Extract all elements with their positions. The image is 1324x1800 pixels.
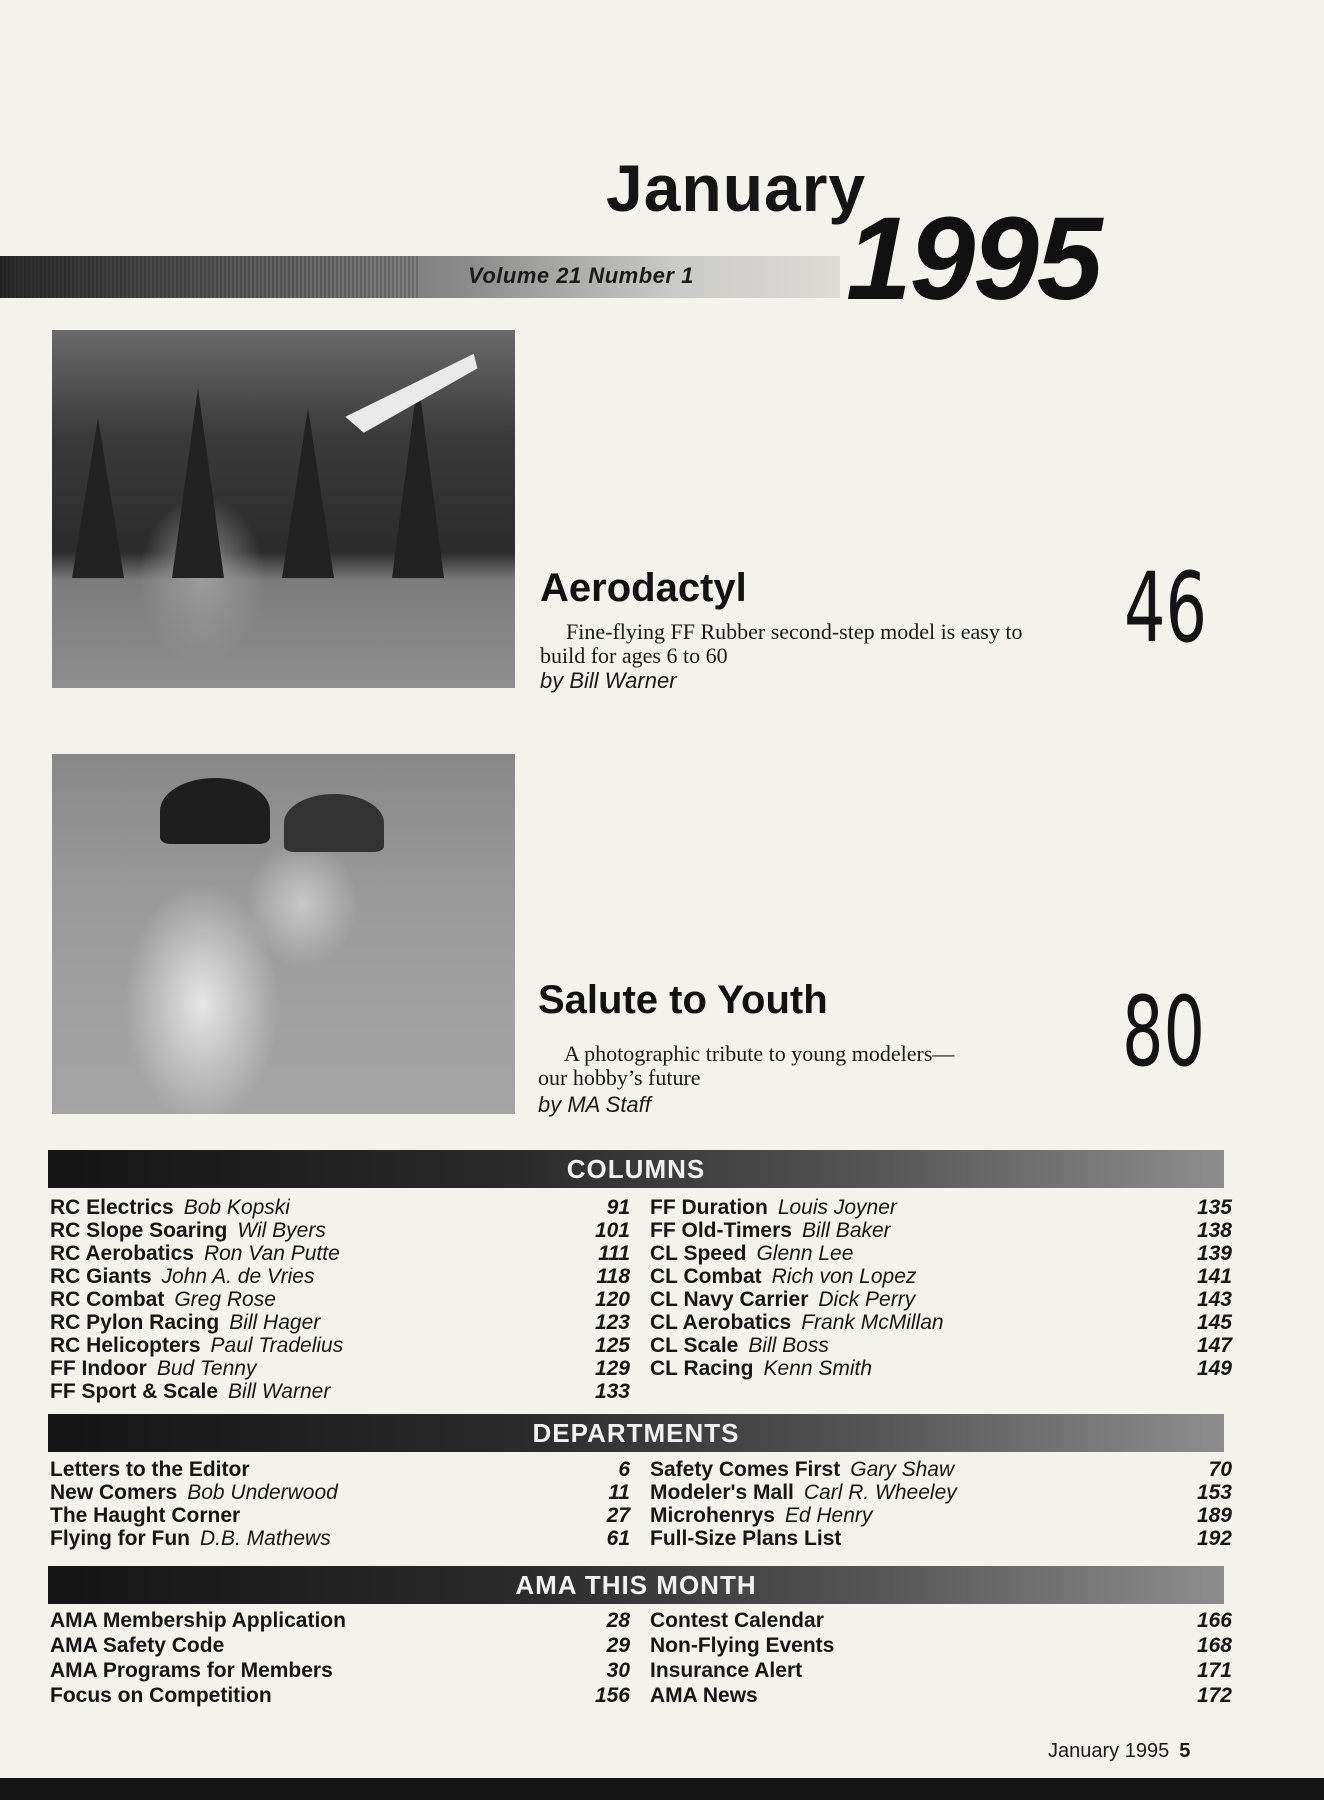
entry-title: CL Racing [650, 1357, 754, 1380]
volume-bar [0, 256, 840, 298]
page-footer [1048, 1740, 1190, 1763]
entry-title: Modeler's Mall [650, 1481, 794, 1504]
list-item [650, 1196, 1232, 1219]
ama-left-list [50, 1608, 630, 1708]
entry-author: Kenn Smith [763, 1357, 873, 1380]
entry-author: Bill Warner [228, 1380, 331, 1403]
feature-description-salute-to-youth: A photographic tribute to young modelers—our hobby’s future [538, 1041, 955, 1090]
list-item [650, 1357, 1232, 1380]
entry-author: Louis Joyner [777, 1196, 897, 1219]
entry-page-number: 101 [594, 1219, 630, 1242]
entry-author: Greg Rose [174, 1288, 276, 1311]
feature-page-aerodactyl: 46 [1124, 552, 1208, 664]
list-item [50, 1311, 630, 1334]
entry-author: John A. de Vries [161, 1265, 315, 1288]
entry-page-number: 27 [606, 1504, 630, 1527]
entry-page-number: 125 [594, 1334, 630, 1357]
list-item [50, 1683, 630, 1708]
entry-title: FF Old-Timers [650, 1219, 792, 1242]
entry-title: RC Aerobatics [50, 1242, 194, 1265]
entry-page-number: 29 [606, 1634, 630, 1657]
entry-title: FF Duration [650, 1196, 768, 1219]
entry-author: Bill Boss [748, 1334, 829, 1357]
entry-author: Frank McMillan [801, 1311, 944, 1334]
entry-page-number: 153 [1196, 1481, 1232, 1504]
entry-page-number: 11 [608, 1481, 630, 1504]
entry-author: Carl R. Wheeley [803, 1481, 957, 1504]
list-item [650, 1608, 1232, 1633]
entry-author: Ed Henry [784, 1504, 873, 1527]
list-item [650, 1288, 1232, 1311]
feature-page-salute-to-youth: 80 [1122, 976, 1206, 1088]
list-item [50, 1481, 630, 1504]
entry-title: Insurance Alert [650, 1659, 803, 1682]
entry-author: Gary Shaw [850, 1458, 955, 1481]
list-item [650, 1311, 1232, 1334]
columns-left-list [50, 1196, 630, 1403]
entry-title: Focus on Competition [50, 1684, 272, 1707]
entry-title: CL Aerobatics [650, 1311, 792, 1334]
entry-page-number: 145 [1196, 1311, 1232, 1334]
entry-page-number: 91 [606, 1196, 630, 1219]
entry-title: Flying for Fun [50, 1527, 190, 1550]
entry-author: Bob Kopski [183, 1196, 290, 1219]
entry-author: Bud Tenny [156, 1357, 257, 1380]
list-item [50, 1196, 630, 1219]
entry-title: New Comers [50, 1481, 178, 1504]
entry-title: Contest Calendar [650, 1609, 824, 1632]
entry-page-number: 118 [596, 1265, 630, 1288]
entry-author: Bob Underwood [187, 1481, 338, 1504]
entry-page-number: 189 [1196, 1504, 1232, 1527]
entry-title: Non-Flying Events [650, 1634, 835, 1657]
entry-page-number: 133 [594, 1380, 630, 1403]
feature-byline-aerodactyl: by Bill Warner [540, 668, 677, 693]
list-item [50, 1265, 630, 1288]
entry-title: CL Speed [650, 1242, 747, 1265]
list-item [50, 1219, 630, 1242]
feature-title-aerodactyl: Aerodactyl [540, 566, 747, 610]
entry-author: Wil Byers [237, 1219, 326, 1242]
masthead-month: January [606, 151, 867, 225]
feature-title-salute-to-youth: Salute to Youth [538, 978, 828, 1022]
list-item [50, 1608, 630, 1633]
list-item [50, 1504, 630, 1527]
entry-page-number: 149 [1196, 1357, 1232, 1380]
ama-this-month-heading: AMA THIS MONTH [48, 1566, 1224, 1604]
entry-page-number: 147 [1196, 1334, 1232, 1357]
list-item [50, 1633, 630, 1658]
list-item [650, 1504, 1232, 1527]
entry-title: FF Sport & Scale [50, 1380, 219, 1403]
entry-author: Bill Baker [801, 1219, 891, 1242]
list-item [650, 1658, 1232, 1683]
list-item [650, 1633, 1232, 1658]
entry-title: Safety Comes First [650, 1458, 841, 1481]
entry-title: Full-Size Plans List [650, 1527, 842, 1550]
entry-author: Glenn Lee [756, 1242, 854, 1265]
departments-left-list [50, 1458, 630, 1550]
entry-title: AMA Programs for Members [50, 1659, 333, 1682]
entry-author: Dick Perry [818, 1288, 916, 1311]
list-item [650, 1683, 1232, 1708]
volume-number: Volume 21 Number 1 [468, 263, 694, 288]
entry-page-number: 168 [1196, 1634, 1232, 1657]
entry-page-number: 129 [594, 1357, 630, 1380]
bottom-border [0, 1778, 1324, 1800]
ama-right-list [650, 1608, 1232, 1708]
entry-author: D.B. Mathews [199, 1527, 331, 1550]
entry-author: Ron Van Putte [203, 1242, 340, 1265]
list-item [50, 1288, 630, 1311]
entry-title: CL Scale [650, 1334, 739, 1357]
list-item [650, 1334, 1232, 1357]
entry-page-number: 70 [1208, 1458, 1232, 1481]
feature-byline-salute-to-youth: by MA Staff [538, 1092, 651, 1117]
list-item [50, 1357, 630, 1380]
entry-page-number: 192 [1196, 1527, 1232, 1550]
entry-title: RC Pylon Racing [50, 1311, 220, 1334]
entry-page-number: 141 [1196, 1265, 1232, 1288]
entry-title: FF Indoor [50, 1357, 147, 1380]
list-item [50, 1242, 630, 1265]
entry-author: Bill Hager [229, 1311, 321, 1334]
entry-title: AMA News [650, 1684, 758, 1707]
list-item [650, 1481, 1232, 1504]
entry-page-number: 135 [1196, 1196, 1232, 1219]
feature-description-aerodactyl: Fine-flying FF Rubber second-step model is easy to build for ages 6 to 60 [540, 619, 1023, 668]
entry-page-number: 61 [606, 1527, 630, 1550]
aerodactyl-photo [52, 330, 515, 688]
entry-page-number: 123 [594, 1311, 630, 1334]
list-item [50, 1380, 630, 1403]
entry-page-number: 120 [594, 1288, 630, 1311]
entry-title: Letters to the Editor [50, 1458, 250, 1481]
list-item [50, 1527, 630, 1550]
entry-author: Paul Tradelius [210, 1334, 344, 1357]
entry-page-number: 28 [606, 1609, 630, 1632]
footer-page-number: 5 [1179, 1740, 1191, 1762]
entry-title: The Haught Corner [50, 1504, 241, 1527]
entry-title: AMA Safety Code [50, 1634, 225, 1657]
entry-page-number: 172 [1196, 1684, 1232, 1707]
list-item [650, 1242, 1232, 1265]
list-item [50, 1658, 630, 1683]
entry-page-number: 171 [1196, 1659, 1232, 1682]
salute-to-youth-photo [52, 754, 515, 1114]
entry-page-number: 143 [1196, 1288, 1232, 1311]
list-item [50, 1334, 630, 1357]
entry-title: RC Slope Soaring [50, 1219, 228, 1242]
entry-page-number: 138 [1196, 1219, 1232, 1242]
departments-heading: DEPARTMENTS [48, 1414, 1224, 1452]
entry-title: CL Navy Carrier [650, 1288, 809, 1311]
columns-right-list [650, 1196, 1232, 1380]
entry-page-number: 139 [1196, 1242, 1232, 1265]
masthead-year: 1995 [846, 193, 1101, 325]
entry-title: RC Giants [50, 1265, 152, 1288]
list-item [650, 1219, 1232, 1242]
list-item [650, 1265, 1232, 1288]
entry-title: AMA Membership Application [50, 1609, 346, 1632]
footer-issue: January 1995 [1048, 1740, 1170, 1762]
entry-page-number: 30 [606, 1659, 630, 1682]
entry-title: CL Combat [650, 1265, 762, 1288]
entry-title: RC Helicopters [50, 1334, 201, 1357]
entry-author: Rich von Lopez [771, 1265, 917, 1288]
entry-page-number: 166 [1196, 1609, 1232, 1632]
entry-page-number: 6 [618, 1458, 630, 1481]
entry-title: RC Electrics [50, 1196, 174, 1219]
entry-page-number: 156 [594, 1684, 630, 1707]
list-item [650, 1527, 1232, 1550]
entry-title: Microhenrys [650, 1504, 775, 1527]
entry-title: RC Combat [50, 1288, 165, 1311]
list-item [50, 1458, 630, 1481]
departments-right-list [650, 1458, 1232, 1550]
entry-page-number: 111 [598, 1242, 630, 1265]
columns-heading: COLUMNS [48, 1150, 1224, 1188]
list-item [650, 1458, 1232, 1481]
